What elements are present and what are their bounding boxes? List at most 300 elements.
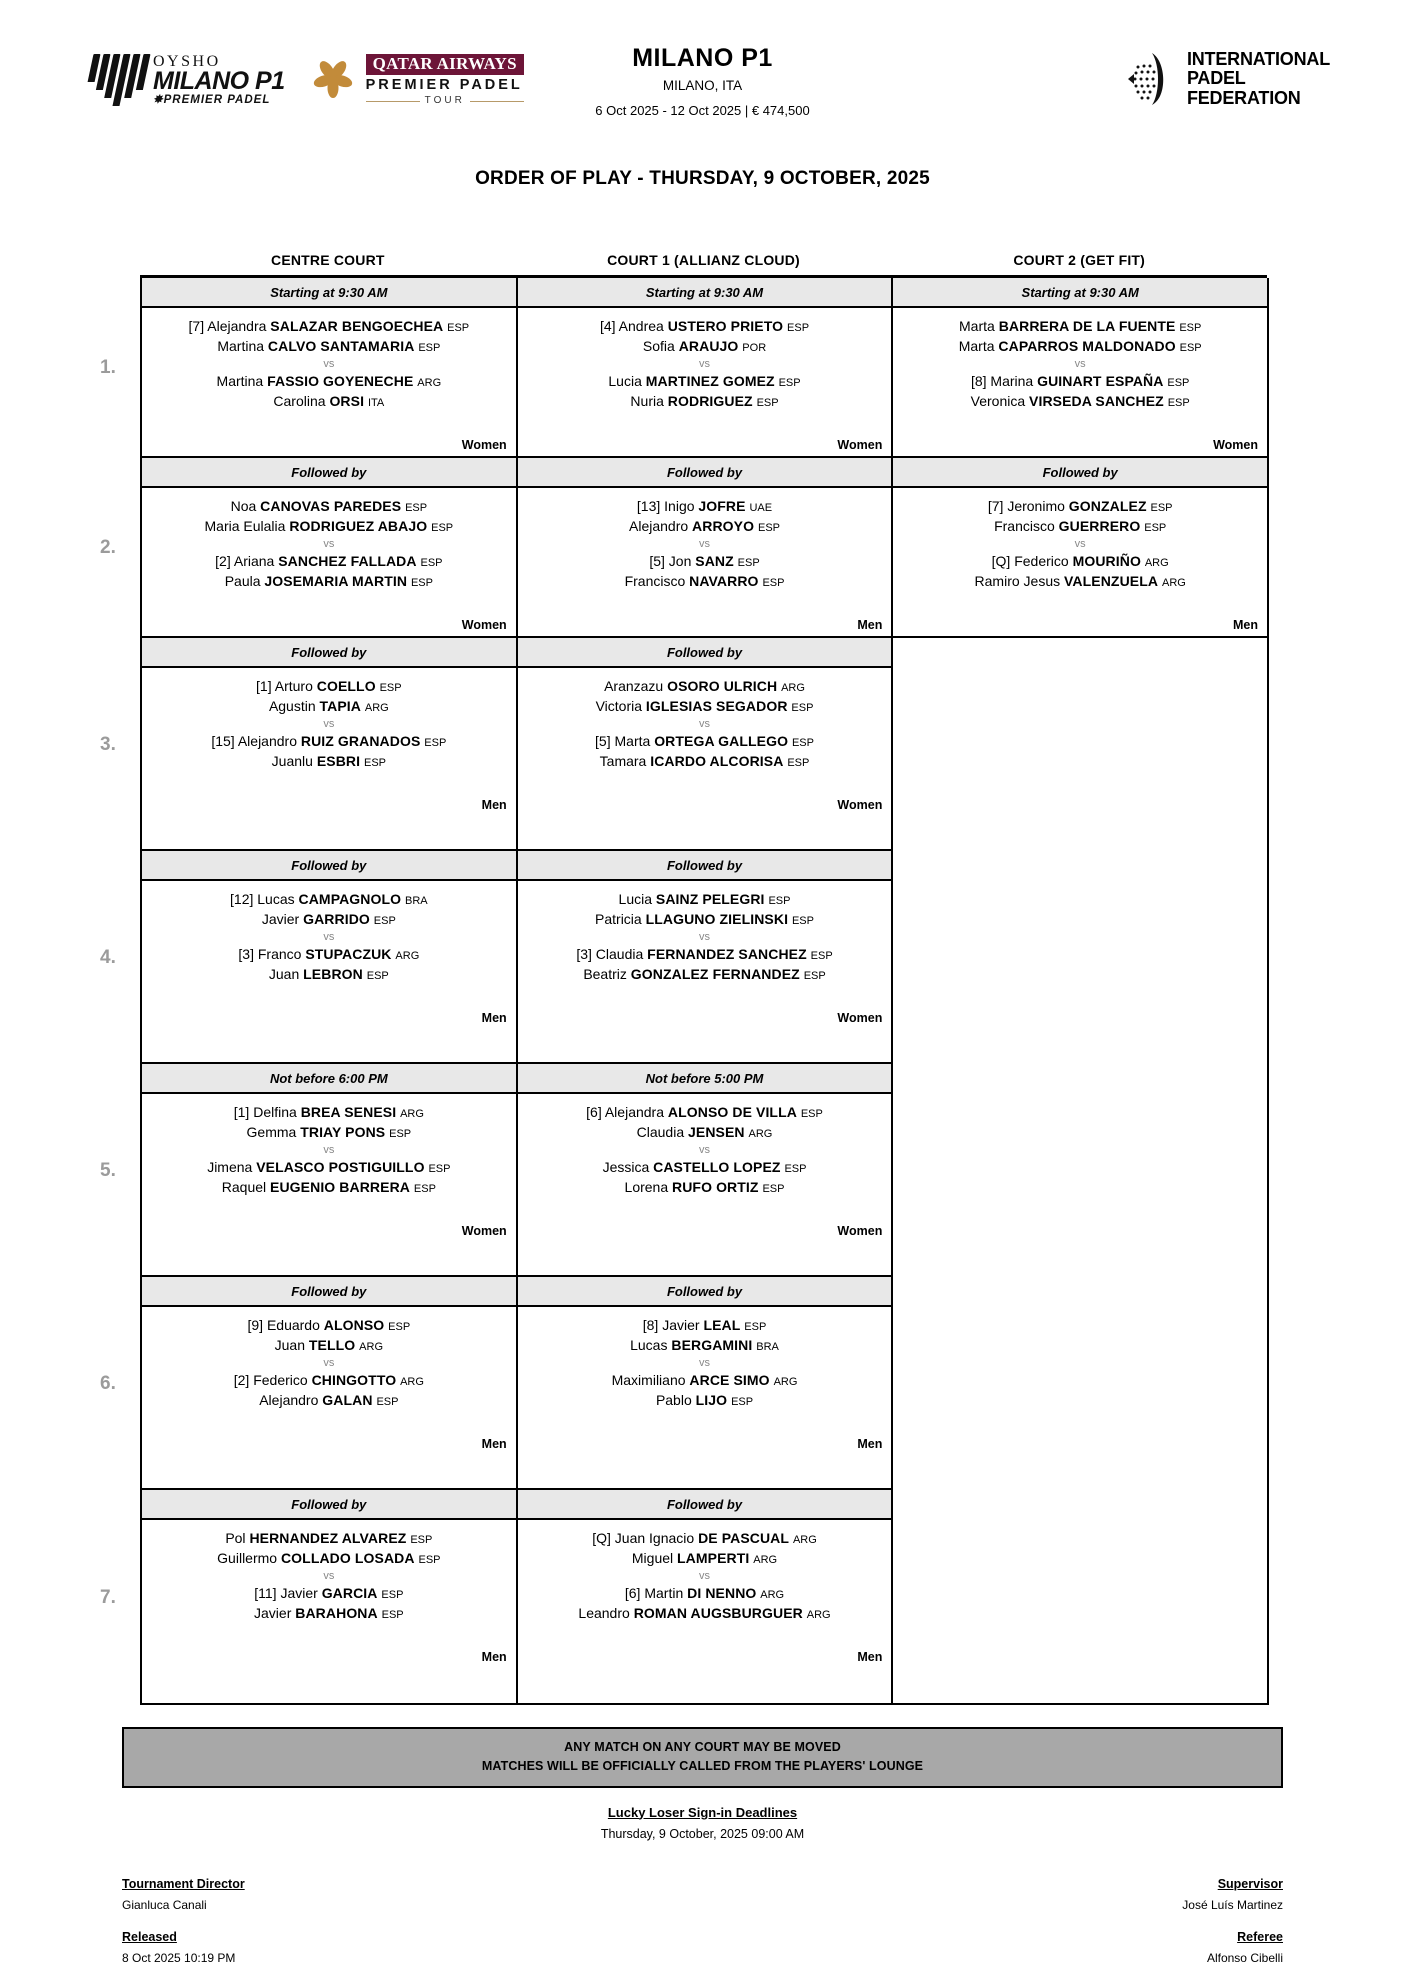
player-last-name: VALENZUELA xyxy=(1064,572,1159,589)
player-nationality: ESP xyxy=(376,1395,399,1408)
player-seed: [8] xyxy=(970,372,987,389)
player-last-name: ARAUJO xyxy=(678,337,739,354)
player-seed: [Q] xyxy=(991,552,1011,569)
player-first-name: Javier xyxy=(254,1604,292,1621)
player-seed: [3] xyxy=(576,945,592,962)
referee-label: Referee xyxy=(1237,1929,1283,1944)
match-body xyxy=(893,488,1267,636)
match-category: Women xyxy=(461,438,507,452)
player-line xyxy=(532,1391,878,1411)
match-time-label: Followed by xyxy=(893,458,1267,488)
schedule-row xyxy=(100,1277,1267,1490)
match-time-label: Starting at 9:30 AM xyxy=(893,278,1267,308)
released-value: 8 Oct 2025 10:19 PM xyxy=(122,1950,236,1965)
match-category: Women xyxy=(837,1224,883,1238)
match-time-label: Not before 5:00 PM xyxy=(518,1064,892,1094)
row-number: 2. xyxy=(100,537,116,558)
player-nationality: ESP xyxy=(410,1534,433,1546)
player-line xyxy=(156,572,502,592)
player-last-name: RUFO ORTIZ xyxy=(672,1178,759,1195)
player-line xyxy=(907,317,1253,337)
player-nationality: ESP xyxy=(756,396,779,409)
player-last-name: SALAZAR BENGOECHEA xyxy=(270,318,444,334)
match-cell xyxy=(516,1064,894,1277)
player-line xyxy=(156,517,502,537)
player-last-name: JOFRE xyxy=(698,498,746,514)
player-first-name: Claudia xyxy=(636,1123,685,1140)
player-last-name: LEBRON xyxy=(303,965,363,982)
player-line xyxy=(532,890,878,910)
player-nationality: ESP xyxy=(744,1321,767,1333)
player-first-name: Juan xyxy=(274,1336,305,1353)
player-last-name: BARAHONA xyxy=(295,1604,378,1621)
match-body xyxy=(142,308,516,456)
player-line xyxy=(156,697,502,717)
player-first-name: Lucia xyxy=(608,372,642,389)
player-first-name: Javier xyxy=(261,910,300,927)
player-first-name: Francisco xyxy=(624,572,686,589)
match-time-label: Starting at 9:30 AM xyxy=(518,278,892,308)
player-last-name: DE PASCUAL xyxy=(698,1530,790,1546)
row-number: 4. xyxy=(100,946,116,968)
player-nationality: ESP xyxy=(389,1127,412,1140)
match-body xyxy=(142,668,516,816)
player-line xyxy=(156,732,502,752)
player-line xyxy=(156,1316,502,1336)
player-first-name: Ramiro Jesus xyxy=(974,572,1061,589)
vs-separator: vs xyxy=(323,1143,335,1156)
match-body xyxy=(518,488,892,636)
match-time-label: Not before 6:00 PM xyxy=(142,1064,516,1094)
player-line xyxy=(907,572,1253,592)
player-nationality: ESP xyxy=(379,682,402,694)
match-body xyxy=(893,308,1267,456)
player-last-name: ARCE SIMO xyxy=(689,1371,770,1388)
player-line xyxy=(156,497,502,517)
court-header-court2: COURT 2 (GET FIT) xyxy=(1013,252,1146,268)
player-last-name: EUGENIO BARRERA xyxy=(270,1178,410,1195)
player-nationality: ESP xyxy=(787,756,810,769)
player-line xyxy=(156,965,502,985)
player-first-name: Alejandra xyxy=(207,318,267,334)
match-cell xyxy=(516,278,894,458)
player-nationality: ESP xyxy=(410,576,433,589)
player-line xyxy=(532,752,878,772)
vs-separator: vs xyxy=(699,717,710,730)
match-time-label: Followed by xyxy=(518,458,892,488)
player-nationality: ARG xyxy=(792,1534,817,1546)
match-cell-empty xyxy=(891,1277,1269,1490)
player-seed: [6] xyxy=(586,1104,602,1120)
player-first-name: Martina xyxy=(216,372,264,389)
player-line xyxy=(907,517,1253,537)
vs-separator: vs xyxy=(699,930,710,943)
player-line xyxy=(156,1178,502,1198)
referee-name: Alfonso Cibelli xyxy=(1206,1950,1283,1965)
match-time-label: Followed by xyxy=(518,1277,892,1307)
player-line xyxy=(532,697,878,717)
match-cell xyxy=(891,278,1269,458)
player-nationality: ARG xyxy=(773,1375,798,1388)
match-body xyxy=(518,1094,892,1242)
match-body xyxy=(142,1520,516,1668)
player-first-name: Patricia xyxy=(595,910,642,927)
match-category: Men xyxy=(481,1650,507,1664)
player-nationality: ESP xyxy=(428,1162,451,1175)
player-last-name: CAMPAGNOLO xyxy=(298,891,402,907)
player-last-name: ALONSO xyxy=(323,1317,385,1333)
player-nationality: ESP xyxy=(418,341,441,354)
player-last-name: ARROYO xyxy=(692,517,755,534)
player-first-name: Ariana xyxy=(233,552,275,569)
player-first-name: Martina xyxy=(217,337,265,354)
match-category: Men xyxy=(857,1437,883,1451)
player-nationality: ARG xyxy=(806,1608,831,1621)
match-cell xyxy=(140,1490,518,1705)
player-first-name: Eduardo xyxy=(266,1317,320,1333)
match-time-label: Followed by xyxy=(142,638,516,668)
player-seed: [1] xyxy=(233,1104,250,1120)
player-nationality: ESP xyxy=(1179,322,1202,334)
player-line xyxy=(532,965,878,985)
player-last-name: VELASCO POSTIGUILLO xyxy=(256,1158,425,1175)
supervisor-label: Supervisor xyxy=(1217,1876,1283,1891)
player-nationality: ESP xyxy=(366,969,389,982)
player-first-name: Marta xyxy=(959,318,995,334)
player-line xyxy=(532,572,878,592)
schedule-row xyxy=(100,638,1267,851)
player-last-name: LEAL xyxy=(703,1317,741,1333)
qatar-airways-wordmark: QATAR AIRWAYS xyxy=(366,54,524,75)
player-line xyxy=(156,1103,502,1123)
match-category: Women xyxy=(837,798,883,812)
player-line xyxy=(532,1158,878,1178)
player-last-name: RODRIGUEZ ABAJO xyxy=(289,517,428,534)
player-nationality: ESP xyxy=(424,736,447,749)
player-first-name: Jimena xyxy=(207,1158,253,1175)
match-body xyxy=(142,1307,516,1455)
player-line xyxy=(532,517,878,537)
match-category: Men xyxy=(481,1011,507,1025)
player-line xyxy=(156,1371,502,1391)
player-nationality: ESP xyxy=(447,322,470,334)
padel-racquet-icon xyxy=(1122,51,1174,107)
vs-separator: vs xyxy=(323,537,335,550)
vs-separator: vs xyxy=(323,1569,335,1582)
match-cell xyxy=(516,851,894,1064)
player-first-name: Federico xyxy=(253,1371,308,1388)
match-category: Men xyxy=(481,1437,507,1451)
player-first-name: Maximiliano xyxy=(611,1371,686,1388)
player-last-name: COLLADO LOSADA xyxy=(280,1549,415,1566)
player-line xyxy=(532,552,878,572)
player-last-name: RODRIGUEZ xyxy=(667,392,753,409)
oysho-wordmark: OYSHO xyxy=(153,53,221,71)
ipf-line-3: FEDERATION xyxy=(1186,87,1301,108)
player-nationality: ARG xyxy=(748,1127,773,1140)
player-nationality: ESP xyxy=(762,576,785,589)
player-nationality: ESP xyxy=(388,1321,411,1333)
player-first-name: Claudia xyxy=(595,945,644,962)
vs-separator: vs xyxy=(323,930,335,943)
player-seed: [1] xyxy=(256,678,272,694)
match-time-label: Followed by xyxy=(142,851,516,881)
tournament-location: MILANO, ITA xyxy=(662,78,743,93)
schedule-row xyxy=(100,458,1267,638)
player-nationality: ESP xyxy=(381,1588,404,1601)
player-last-name: ALONSO DE VILLA xyxy=(667,1104,797,1120)
player-nationality: ESP xyxy=(420,556,443,569)
player-seed: [15] xyxy=(211,732,235,749)
player-seed: [12] xyxy=(230,891,254,907)
court-headers xyxy=(140,252,1267,275)
player-seed: [7] xyxy=(188,318,205,334)
player-line xyxy=(532,1336,878,1356)
player-last-name: ORTEGA GALLEGO xyxy=(654,732,789,749)
tournament-director-label: Tournament Director xyxy=(122,1876,245,1891)
match-body xyxy=(142,881,516,1029)
player-line xyxy=(907,372,1253,392)
player-seed: [2] xyxy=(233,1371,250,1388)
player-first-name: Marta xyxy=(958,337,995,354)
player-nationality: ESP xyxy=(1167,396,1190,409)
player-line xyxy=(156,1529,502,1549)
player-line xyxy=(156,392,502,412)
player-last-name: BREA SENESI xyxy=(300,1104,397,1120)
vs-separator: vs xyxy=(699,1143,710,1156)
match-cell-empty xyxy=(891,851,1269,1064)
player-line xyxy=(907,552,1253,572)
milano-p1-wordmark: MILANO P1 xyxy=(153,67,285,96)
vs-separator: vs xyxy=(699,537,710,550)
match-body xyxy=(518,881,892,1029)
player-nationality: ESP xyxy=(431,521,454,534)
ipf-logo xyxy=(1122,50,1330,108)
vs-separator: vs xyxy=(699,1569,710,1582)
match-cell xyxy=(140,638,518,851)
player-last-name: IGLESIAS SEGADOR xyxy=(645,697,788,714)
player-line xyxy=(532,497,878,517)
player-last-name: MOURIÑO xyxy=(1072,552,1141,569)
player-first-name: Jeronimo xyxy=(1007,498,1065,514)
player-first-name: Javier xyxy=(280,1584,318,1601)
player-line xyxy=(532,1604,878,1624)
player-line xyxy=(156,677,502,697)
player-first-name: Juan xyxy=(268,965,300,982)
row-number: 5. xyxy=(100,1159,116,1181)
player-line xyxy=(907,497,1253,517)
player-nationality: ESP xyxy=(768,895,791,907)
match-cell xyxy=(140,1277,518,1490)
player-line xyxy=(532,945,878,965)
player-first-name: Carolina xyxy=(273,392,326,409)
player-first-name: Francisco xyxy=(994,517,1055,534)
player-last-name: OSORO ULRICH xyxy=(667,678,778,694)
player-first-name: Sofia xyxy=(642,337,675,354)
player-line xyxy=(156,1336,502,1356)
player-first-name: Juan Ignacio xyxy=(614,1530,695,1546)
match-time-label: Followed by xyxy=(142,1490,516,1520)
player-last-name: LAMPERTI xyxy=(677,1549,750,1566)
player-first-name: Tamara xyxy=(599,752,647,769)
player-first-name: Lucas xyxy=(257,891,295,907)
player-first-name: Noa xyxy=(230,498,257,514)
player-last-name: JOSEMARIA MARTIN xyxy=(264,572,408,589)
schedule-row xyxy=(100,278,1267,458)
player-nationality: ESP xyxy=(737,556,760,569)
supervisor-name: José Luís Martinez xyxy=(1182,1897,1283,1912)
player-nationality: ARG xyxy=(417,376,442,389)
match-body xyxy=(518,1520,892,1668)
player-last-name: BARRERA DE LA FUENTE xyxy=(998,318,1176,334)
player-line xyxy=(907,392,1253,412)
match-cell xyxy=(140,1064,518,1277)
player-nationality: ARG xyxy=(781,682,805,694)
vs-separator: vs xyxy=(323,1356,335,1369)
signature-block xyxy=(0,1877,1405,1987)
player-nationality: ESP xyxy=(803,969,826,982)
player-last-name: NAVARRO xyxy=(689,572,759,589)
match-category: Men xyxy=(857,1650,883,1664)
player-nationality: ESP xyxy=(784,1162,807,1175)
schedule-grid xyxy=(100,275,1267,1705)
player-last-name: HERNANDEZ ALVAREZ xyxy=(249,1530,407,1546)
player-first-name: Raquel xyxy=(221,1178,267,1195)
player-nationality: ARG xyxy=(1161,576,1186,589)
player-first-name: Veronica xyxy=(970,392,1026,409)
player-last-name: GONZALEZ xyxy=(1068,498,1147,514)
player-first-name: Pablo xyxy=(655,1391,692,1408)
player-line xyxy=(907,337,1253,357)
match-category: Women xyxy=(461,618,507,632)
vs-separator: vs xyxy=(1074,537,1086,550)
premier-padel-wordmark: ✸PREMIER PADEL xyxy=(153,94,271,107)
match-category: Men xyxy=(481,798,507,812)
player-first-name: Aranzazu xyxy=(604,678,664,694)
player-first-name: Delfina xyxy=(253,1104,297,1120)
player-first-name: Jon xyxy=(668,552,692,569)
player-first-name: Inigo xyxy=(664,498,695,514)
tour-text: TOUR xyxy=(424,95,465,107)
player-last-name: CASTELLO LOPEZ xyxy=(653,1158,781,1175)
player-nationality: ARG xyxy=(1144,556,1169,569)
schedule-row xyxy=(100,851,1267,1064)
player-nationality: ESP xyxy=(778,376,801,389)
match-body xyxy=(518,1307,892,1455)
player-nationality: ESP xyxy=(762,1182,785,1195)
player-last-name: BERGAMINI xyxy=(671,1336,753,1353)
match-cell xyxy=(516,458,894,638)
match-cell xyxy=(516,1490,894,1705)
player-seed: [9] xyxy=(247,1317,264,1333)
match-cell xyxy=(891,458,1269,638)
player-line xyxy=(532,1316,878,1336)
match-category: Men xyxy=(857,618,883,632)
player-line xyxy=(532,1529,878,1549)
row-number: 1. xyxy=(100,357,116,378)
player-line xyxy=(532,732,878,752)
player-nationality: UAE xyxy=(749,502,773,514)
player-seed: [5] xyxy=(595,732,611,749)
player-last-name: FASSIO GOYENECHE xyxy=(267,372,414,389)
player-nationality: ESP xyxy=(1150,502,1173,514)
player-last-name: GONZALEZ FERNANDEZ xyxy=(630,965,800,982)
player-seed: [7] xyxy=(987,498,1004,514)
player-last-name: LIJO xyxy=(695,1391,728,1408)
player-first-name: Andrea xyxy=(618,318,664,334)
player-first-name: Martin xyxy=(644,1584,684,1601)
order-of-play-schedule xyxy=(0,252,1405,1705)
player-first-name: Alejandro xyxy=(259,1391,319,1408)
player-line xyxy=(532,372,878,392)
tournament-dates-prize: 6 Oct 2025 - 12 Oct 2025 | € 474,500 xyxy=(595,103,810,118)
player-seed: [4] xyxy=(599,318,616,334)
schedule-row xyxy=(100,1490,1267,1705)
player-last-name: CHINGOTTO xyxy=(311,1371,397,1388)
player-nationality: ESP xyxy=(791,701,814,714)
player-last-name: CAPARROS MALDONADO xyxy=(998,337,1176,354)
player-line xyxy=(532,677,878,697)
player-nationality: ARG xyxy=(400,1375,424,1388)
player-seed: [8] xyxy=(642,1317,659,1333)
player-last-name: TELLO xyxy=(308,1336,356,1353)
row-number: 7. xyxy=(100,1586,116,1608)
row-number: 3. xyxy=(100,733,116,755)
vs-separator: vs xyxy=(699,1356,710,1369)
player-nationality: ESP xyxy=(731,1395,754,1408)
match-time-label: Followed by xyxy=(518,638,892,668)
player-first-name: Lucas xyxy=(630,1336,668,1353)
match-category: Men xyxy=(1233,618,1259,632)
player-last-name: GARCIA xyxy=(321,1584,378,1601)
player-line xyxy=(156,1123,502,1143)
match-time-label: Followed by xyxy=(142,1277,516,1307)
player-line xyxy=(156,910,502,930)
player-first-name: Guillermo xyxy=(217,1549,278,1566)
player-last-name: DI NENNO xyxy=(687,1584,757,1601)
player-seed: [2] xyxy=(215,552,231,569)
row-number: 6. xyxy=(100,1372,116,1394)
player-line xyxy=(532,1549,878,1569)
player-line xyxy=(532,317,878,337)
player-first-name: Pol xyxy=(225,1530,246,1546)
player-first-name: Arturo xyxy=(274,678,313,694)
player-last-name: USTERO PRIETO xyxy=(667,318,784,334)
player-line xyxy=(156,372,502,392)
player-last-name: TAPIA xyxy=(319,697,361,714)
match-body xyxy=(518,668,892,816)
player-first-name: Nuria xyxy=(630,392,664,409)
court-header-court1: COURT 1 (ALLIANZ CLOUD) xyxy=(607,252,800,268)
match-cell-empty xyxy=(891,1064,1269,1277)
player-line xyxy=(156,337,502,357)
player-last-name: CALVO SANTAMARIA xyxy=(267,337,415,354)
premier-padel-tour-wordmark: PREMIER PADEL xyxy=(365,76,523,93)
player-last-name: ICARDO ALCORISA xyxy=(650,752,784,769)
match-cell xyxy=(516,638,894,851)
player-nationality: POR xyxy=(742,341,767,354)
match-time-label: Followed by xyxy=(518,851,892,881)
player-nationality: ESP xyxy=(364,756,387,769)
vs-separator: vs xyxy=(699,357,710,370)
player-last-name: GUERRERO xyxy=(1058,517,1141,534)
player-nationality: ESP xyxy=(405,502,428,514)
player-nationality: ESP xyxy=(758,521,781,534)
match-time-label: Followed by xyxy=(142,458,516,488)
player-nationality: ESP xyxy=(791,914,814,927)
player-nationality: ESP xyxy=(800,1108,823,1120)
player-last-name: RUIZ GRANADOS xyxy=(300,732,421,749)
